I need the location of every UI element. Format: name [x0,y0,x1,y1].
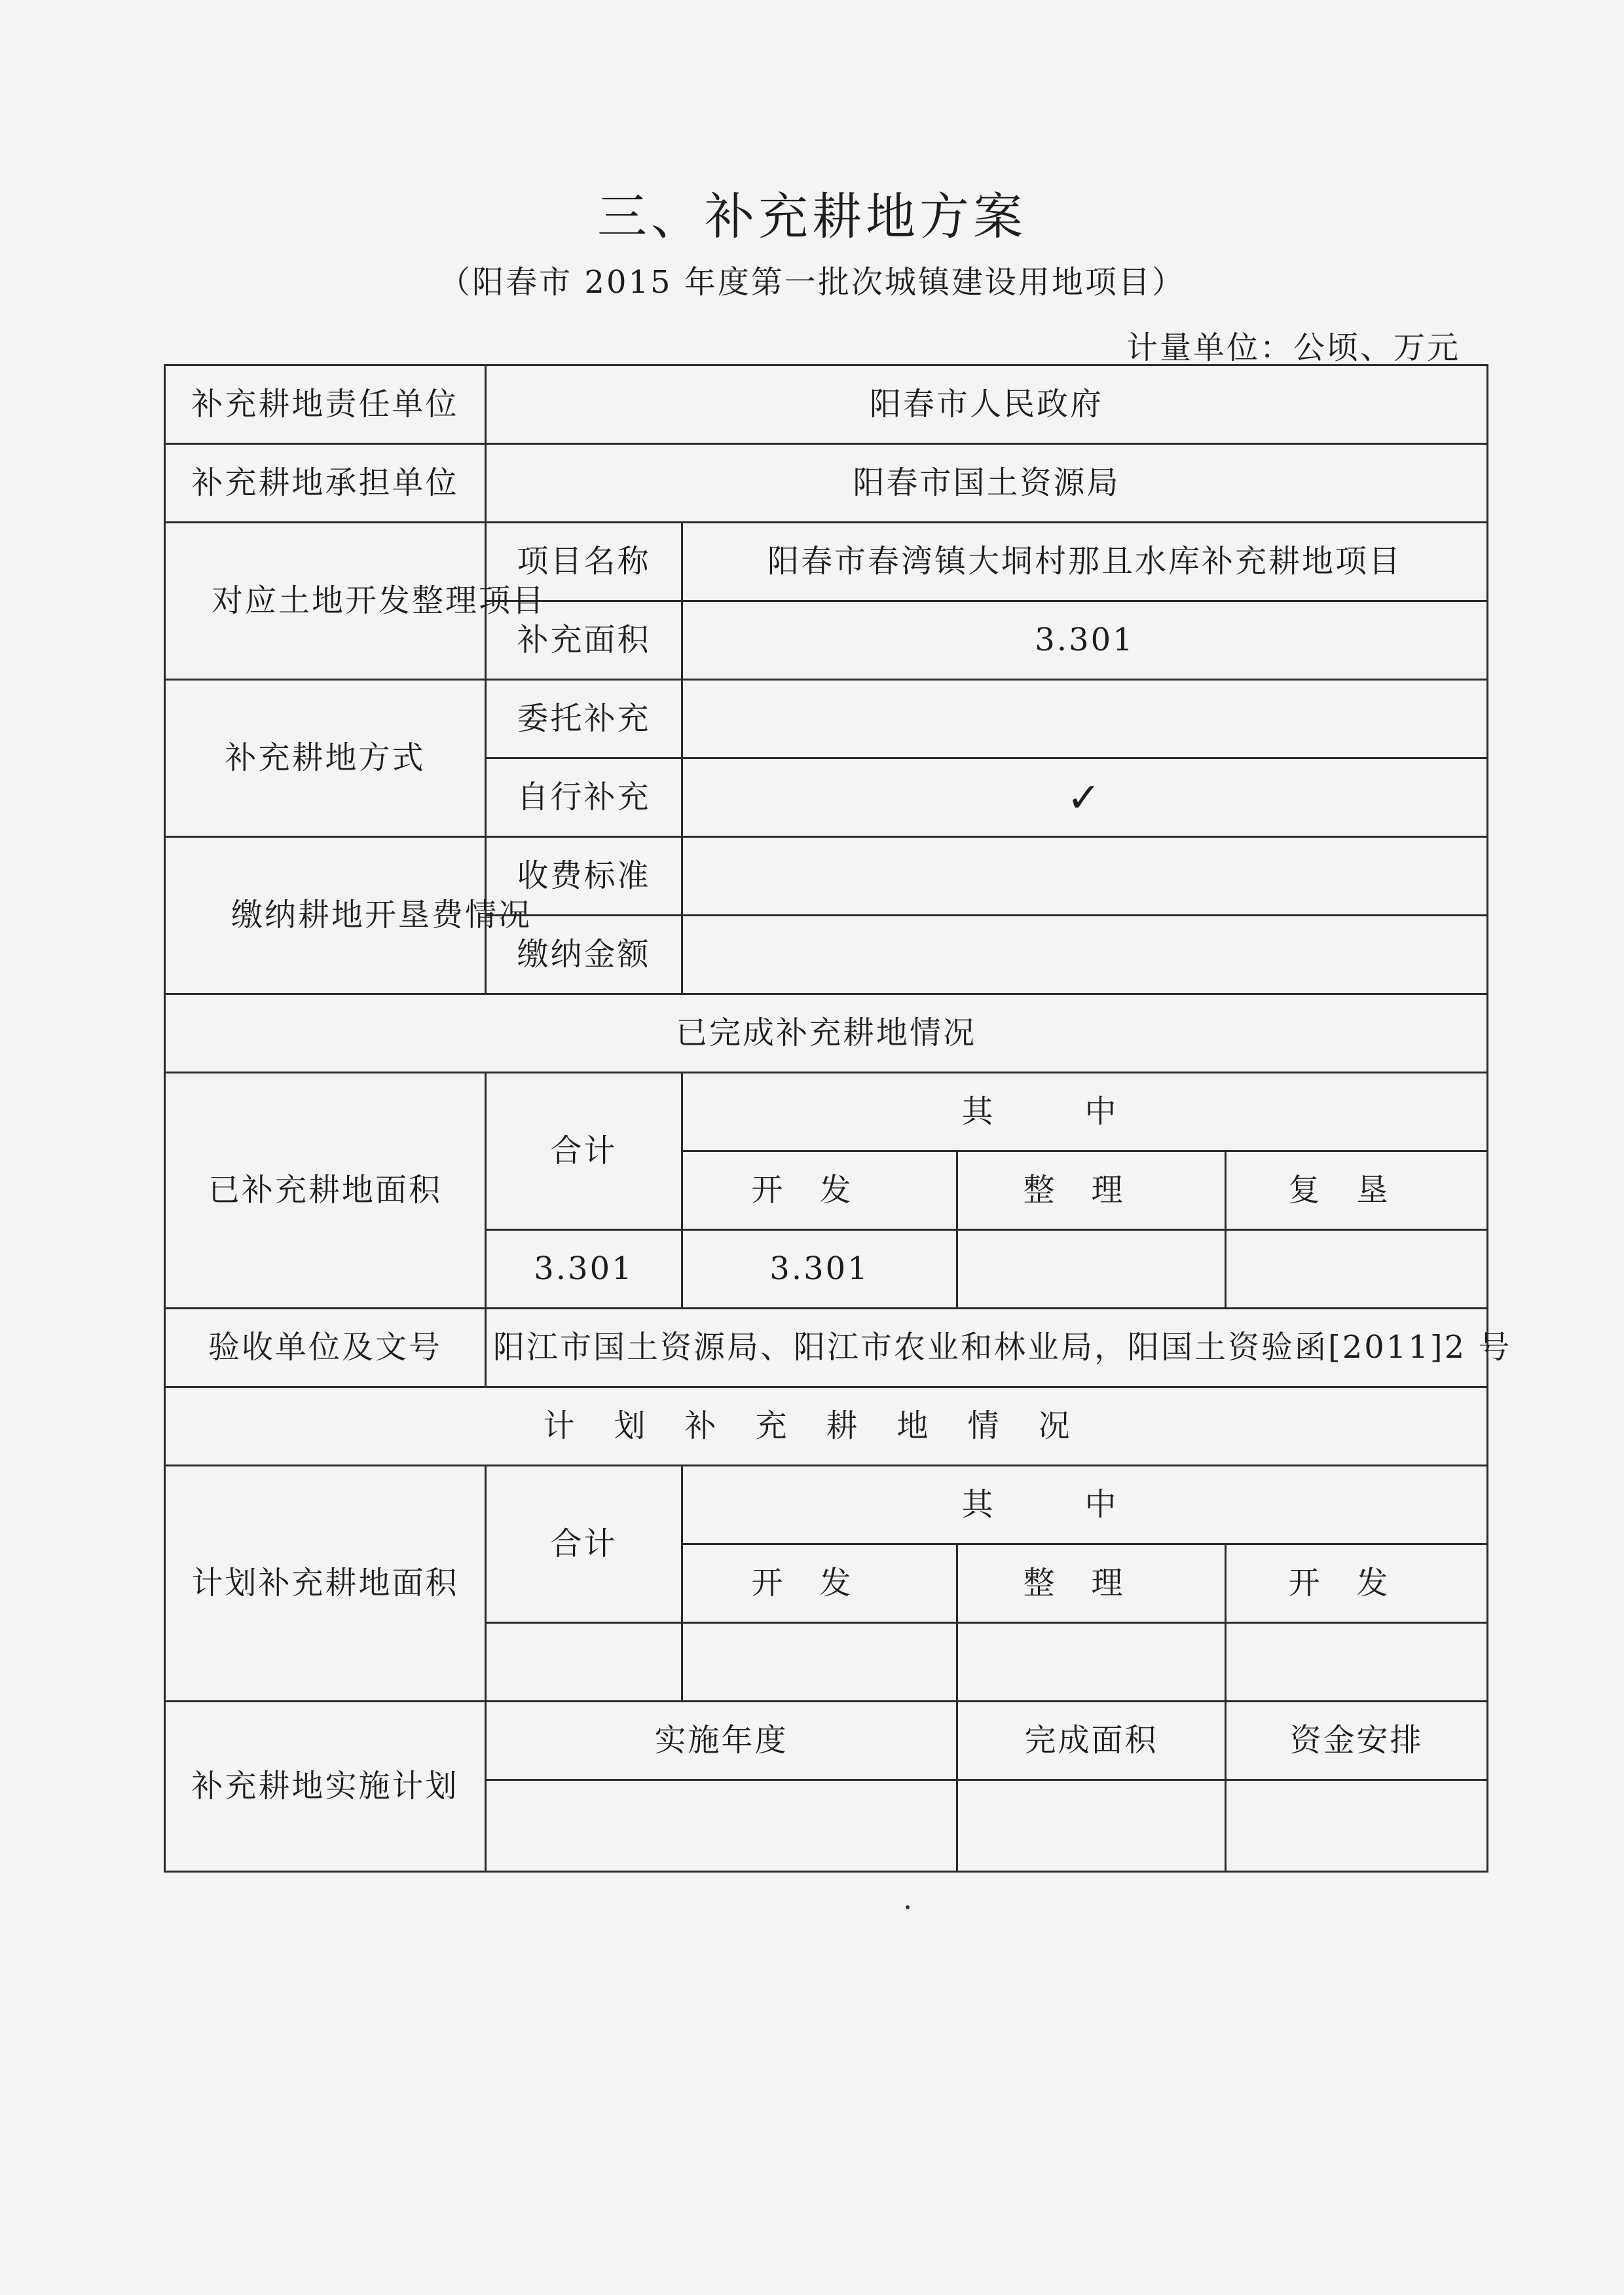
completed-arrange-value [957,1230,1226,1309]
row-planned-title [165,1387,1488,1466]
planned-develop2-label: 开发 [1226,1544,1488,1623]
planned-arrange-value [957,1623,1226,1702]
row-implement-headers [165,1702,1488,1780]
undertaking-value: 阳春市国土资源局 [486,444,1488,523]
year-label: 实施年度 [486,1702,957,1780]
acceptance-value: 阳江市国土资源局、阳江市农业和林业局，阳国土资验函[2011]2 号 [486,1309,1488,1387]
entrust-label: 委托补充 [486,680,682,758]
completed-develop-value: 3.301 [682,1230,957,1309]
self-value [682,758,1488,837]
responsible-label: 补充耕地责任单位 [165,365,486,444]
row-completed-among [165,1073,1488,1151]
completed-area-label: 已补充耕地面积 [165,1073,486,1309]
planned-arrange-label: 整理 [957,1544,1226,1623]
completed-total-label: 合计 [486,1073,682,1230]
funds-label: 资金安排 [1226,1702,1488,1780]
row-entrust [165,680,1488,758]
checkmark-icon: ✓ [1067,773,1103,821]
row-project-name [165,523,1488,601]
undertaking-label: 补充耕地承担单位 [165,444,486,523]
land-project-label: 对应土地开发整理项目 [165,523,486,680]
unit-note: 计量单位：公顷、万元 [1126,329,1460,366]
cultivated-land-form [164,364,1512,1873]
completed-section-title: 已完成补充耕地情况 [165,994,1488,1073]
fee-standard-value [682,837,1488,916]
self-label: 自行补充 [486,758,682,837]
responsible-value: 阳春市人民政府 [486,365,1488,444]
planned-section-title: 计划补充耕地情况 [165,1387,1488,1466]
fee-standard-label: 收费标准 [486,837,682,916]
row-fee-standard [165,837,1488,916]
area-label: 补充面积 [486,601,682,680]
entrust-value [682,680,1488,758]
stray-dot [906,1905,910,1909]
area-value: 3.301 [682,601,1488,680]
implement-label: 补充耕地实施计划 [165,1702,486,1872]
row-acceptance [165,1309,1488,1387]
completed-arrange-label: 整理 [957,1151,1226,1230]
project-name-label: 项目名称 [486,523,682,601]
planned-develop-value [682,1623,957,1702]
completed-among-label: 其中 [682,1073,1488,1151]
row-responsible [165,365,1488,444]
completed-reclaim-label: 复垦 [1226,1151,1488,1230]
page-subtitle: （阳春市 2015 年度第一批次城镇建设用地项目） [439,264,1185,301]
fee-amount-label: 缴纳金额 [486,916,682,994]
completed-develop-label: 开发 [682,1151,957,1230]
completed-reclaim-value [1226,1230,1488,1309]
acceptance-label: 验收单位及文号 [165,1309,486,1387]
planned-develop2-value [1226,1623,1488,1702]
completed-total-value: 3.301 [486,1230,682,1309]
done-area-value [957,1780,1226,1872]
funds-value [1226,1780,1488,1872]
row-completed-title [165,994,1488,1073]
method-label: 补充耕地方式 [165,680,486,837]
planned-develop-label: 开发 [682,1544,957,1623]
planned-total-label: 合计 [486,1466,682,1623]
fee-label: 缴纳耕地开垦费情况 [165,837,486,994]
planned-among-label: 其中 [682,1466,1488,1544]
planned-total-value [486,1623,682,1702]
fee-amount-value [682,916,1488,994]
page-title: 三、补充耕地方案 [597,187,1027,246]
project-name-value: 阳春市春湾镇大垌村那且水库补充耕地项目 [682,523,1488,601]
done-area-label: 完成面积 [957,1702,1226,1780]
year-value [486,1780,957,1872]
row-undertaking [165,444,1488,523]
planned-area-label: 计划补充耕地面积 [165,1466,486,1702]
row-planned-among [165,1466,1488,1544]
